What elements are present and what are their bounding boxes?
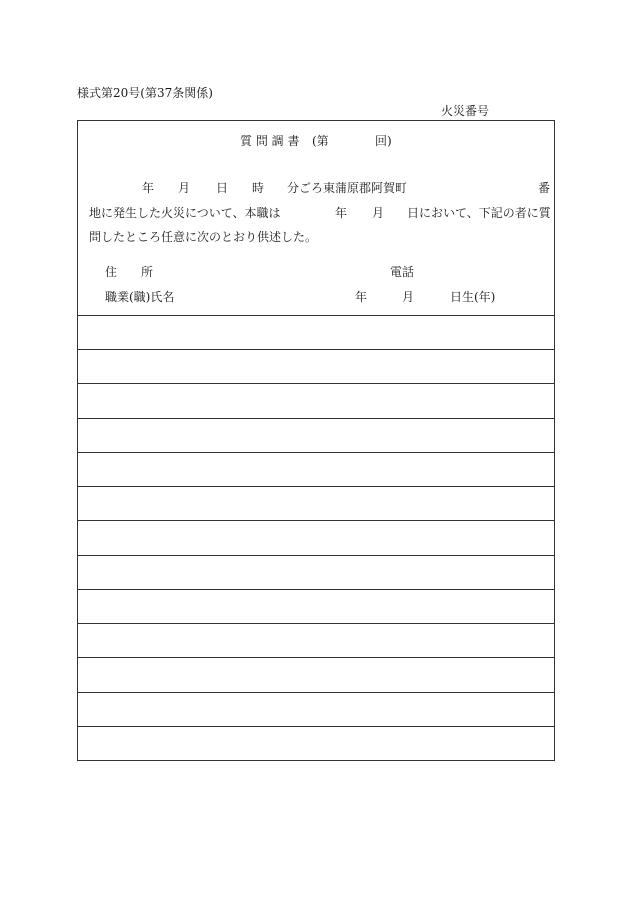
fire-number-label: 火災番号 [441,104,490,118]
line1-ban: 番 [538,181,551,195]
birth-day-label: 日生(年) [450,290,496,304]
line1-hour: 時 [252,181,265,195]
statement-line [77,349,555,350]
document-title: 質 問 調 書 [240,134,300,148]
form-number: 様式第20号(第37条関係) [77,86,213,100]
line1-month: 月 [178,181,191,195]
statement-line [77,726,555,727]
statement-line [77,452,555,453]
line1-year: 年 [142,181,155,195]
name-label: 職業(職)氏名 [105,290,175,304]
address-label: 住 所 [105,265,154,279]
phone-label: 電話 [390,265,415,279]
birth-year: 年 [355,290,368,304]
line2-text-a: 地に発生した火災について、本職は [89,206,281,220]
birth-month: 月 [402,290,415,304]
line1-day: 日 [216,181,229,195]
title-session-open: (第 [312,134,329,148]
statement-line [77,383,555,384]
statement-line [77,315,555,316]
statement-line [77,692,555,693]
line1-location-text: 分ごろ東蒲原郡阿賀町 [287,181,408,195]
statement-line [77,486,555,487]
title-session-close: 回) [375,134,392,148]
line3-text: 問したところ任意に次のとおり供述した。 [89,230,318,244]
statement-line [77,555,555,556]
statement-line [77,589,555,590]
statement-line [77,657,555,658]
line2-year: 年 [335,206,348,220]
statement-line [77,623,555,624]
line2-text-b: 日において、下記の者に質 [407,206,551,220]
statement-line [77,520,555,521]
statement-line [77,418,555,419]
line2-month: 月 [372,206,385,220]
